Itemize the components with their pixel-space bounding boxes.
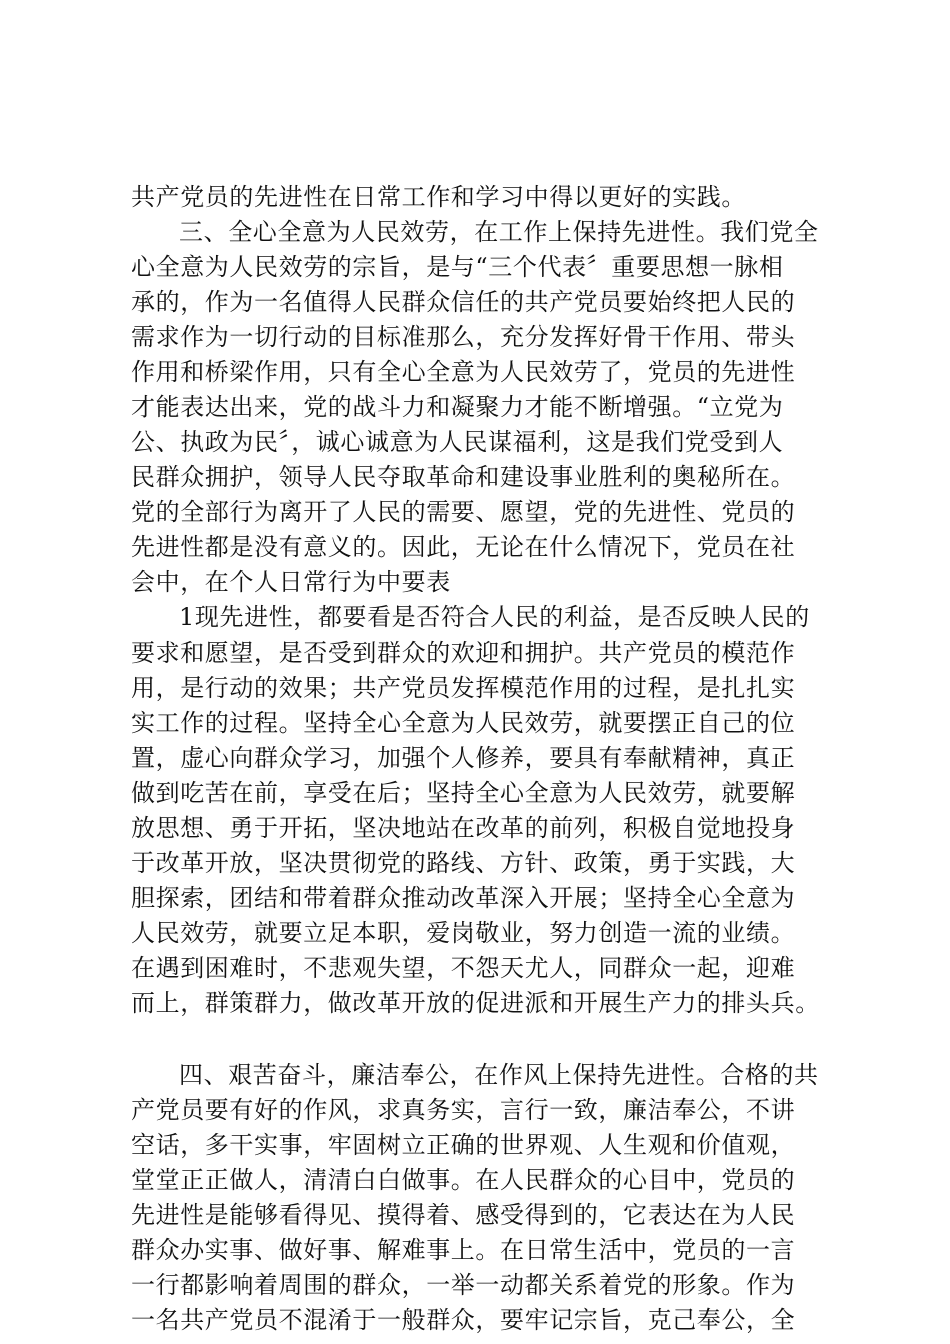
text-line: 作用和桥梁作用，只有全心全意为人民效劳了，党员的先进性 [131,358,796,386]
text-line: 堂堂正正做人，清清白白做事。在人民群众的心目中，党员的 [131,1166,796,1194]
text-line: 才能表达出来，党的战斗力和凝聚力才能不断增强。“立党为 [131,393,784,421]
text-line: 人民效劳，就要立足本职，爱岗敬业，努力创造一流的业绩。 [131,919,796,947]
text-line: 置，虚心向群众学习，加强个人修养，要具有奉献精神，真正 [131,744,796,772]
text-line: 1现先进性，都要看是否符合人民的利益，是否反映人民的 [179,603,810,631]
text-line: 群众办实事、做好事、解难事上。在日常生活中，党员的一言 [131,1236,796,1264]
text-line: 空话，多干实事，牢固树立正确的世界观、人生观和价值观， [131,1131,796,1159]
text-line: 先进性是能够看得见、摸得着、感受得到的，它表达在为人民 [131,1201,796,1229]
text-line: 在遇到困难时，不悲观失望，不怨天尤人，同群众一起，迎难 [131,954,796,982]
text-line: 会中，在个人日常行为中要表 [131,568,451,596]
text-line: 一行都影响着周围的群众，一举一动都关系着党的形象。作为 [131,1271,796,1299]
text-line: 先进性都是没有意义的。因此，无论在什么情况下，党员在社 [131,533,796,561]
text-line: 共产党员的先进性在日常工作和学习中得以更好的实践。 [131,183,746,211]
text-line: 产党员要有好的作风，求真务实，言行一致，廉洁奉公，不讲 [131,1096,796,1124]
text-line: 而上，群策群力，做改革开放的促进派和开展生产力的排头兵。 [131,989,820,1017]
text-line: 于改革开放，坚决贯彻党的路线、方针、政策，勇于实践，大 [131,849,796,877]
text-line: 承的，作为一名值得人民群众信任的共产党员要始终把人民的 [131,288,796,316]
text-line: 胆探索，团结和带着群众推动改革深入开展；坚持全心全意为 [131,884,796,912]
text-line: 心全意为人民效劳的宗旨，是与“三个代表〞重要思想一脉相 [131,253,784,281]
text-line: 放思想、勇于开拓，坚决地站在改革的前列，积极自觉地投身 [131,814,796,842]
text-line: 一名共产党员不混淆于一般群众，要牢记宗旨，克己奉公，全 [131,1306,796,1334]
paragraph-3-heading-line: 三、全心全意为人民效劳，在工作上保持先进性。我们党全 [179,218,819,246]
paragraph-4-heading-line: 四、艰苦奋斗，廉洁奉公，在作风上保持先进性。合格的共 [179,1061,819,1089]
text-line: 做到吃苦在前，享受在后；坚持全心全意为人民效劳，就要解 [131,779,796,807]
text-line: 要求和愿望，是否受到群众的欢迎和拥护。共产党员的模范作 [131,639,796,667]
text-line: 党的全部行为离开了人民的需要、愿望，党的先进性、党员的 [131,498,796,526]
text-line: 用，是行动的效果；共产党员发挥模范作用的过程，是扎扎实 [131,674,796,702]
text-line: 实工作的过程。坚持全心全意为人民效劳，就要摆正自己的位 [131,709,796,737]
text-line: 民群众拥护，领导人民夺取革命和建设事业胜利的奥秘所在。 [131,463,796,491]
text-line: 公、执政为民〞，诚心诚意为人民谋福利，这是我们党受到人 [131,428,784,456]
text-line: 需求作为一切行动的目标准那么，充分发挥好骨干作用、带头 [131,323,796,351]
